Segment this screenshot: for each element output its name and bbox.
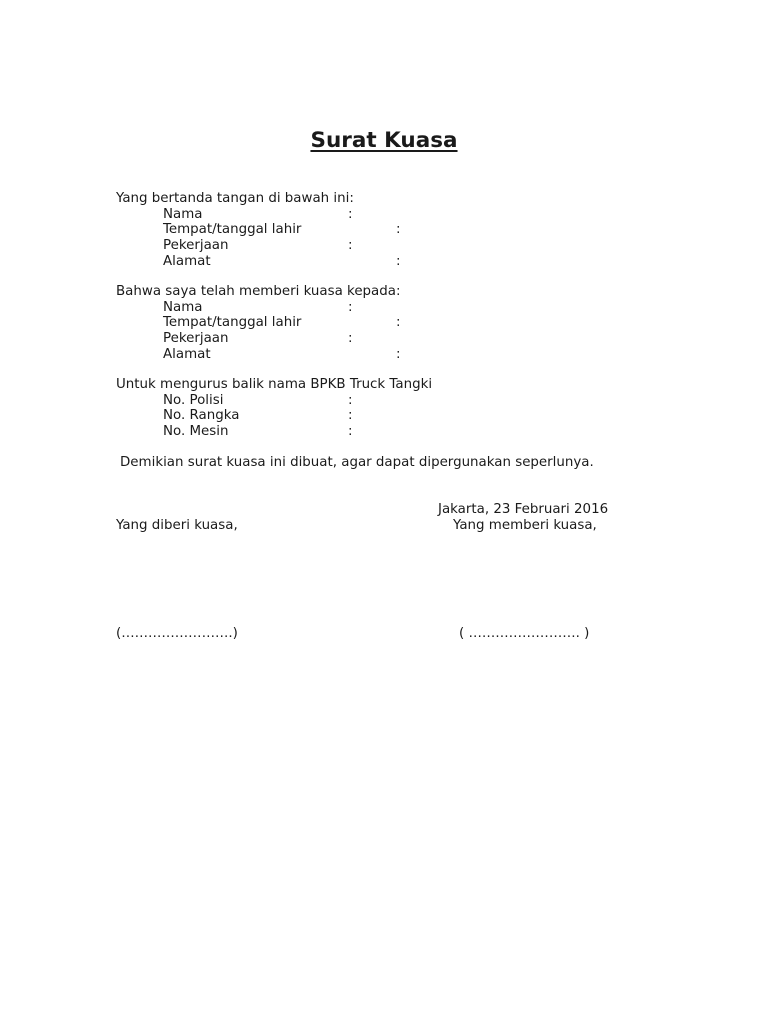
- section2-field-colon: :: [396, 315, 401, 330]
- section3-field-colon: :: [348, 393, 353, 408]
- section3-field-label: No. Mesin: [163, 424, 229, 439]
- section2-field-colon: :: [348, 331, 353, 346]
- section1-field-colon: :: [348, 238, 353, 253]
- section1-field-colon: :: [348, 207, 353, 222]
- section3-intro: Untuk mengurus balik nama BPKB Truck Tangki: [116, 377, 433, 392]
- signature-right-label: Yang memberi kuasa,: [453, 518, 597, 533]
- section2-field-label: Alamat: [163, 347, 211, 362]
- section3-field-colon: :: [348, 408, 353, 423]
- section2-field-label: Tempat/tanggal lahir: [163, 315, 302, 330]
- section1-field-label: Nama: [163, 207, 203, 222]
- section1-field-colon: :: [396, 222, 401, 237]
- section3-field-label: No. Polisi: [163, 393, 224, 408]
- section1-intro: Yang bertanda tangan di bawah ini:: [116, 191, 354, 206]
- place-date: Jakarta, 23 Februari 2016: [438, 502, 609, 517]
- signature-left-label: Yang diberi kuasa,: [116, 518, 238, 533]
- section2-field-label: Nama: [163, 300, 203, 315]
- section3-field-label: No. Rangka: [163, 408, 240, 423]
- section2-field-colon: :: [396, 347, 401, 362]
- section1-field-label: Alamat: [163, 254, 211, 269]
- signature-left-line: (…………………….): [116, 626, 238, 641]
- section3-field-colon: :: [348, 424, 353, 439]
- section1-field-label: Pekerjaan: [163, 238, 229, 253]
- section2-intro: Bahwa saya telah memberi kuasa kepada:: [116, 284, 401, 299]
- signature-right-line: ( ……………………. ): [459, 626, 590, 641]
- section2-field-label: Pekerjaan: [163, 331, 229, 346]
- document-title: Surat Kuasa: [310, 128, 458, 153]
- section1-field-label: Tempat/tanggal lahir: [163, 222, 302, 237]
- section2-field-colon: :: [348, 300, 353, 315]
- closing-statement: Demikian surat kuasa ini dibuat, agar dapat dipergunakan seperlunya.: [120, 455, 594, 470]
- section1-field-colon: :: [396, 254, 401, 269]
